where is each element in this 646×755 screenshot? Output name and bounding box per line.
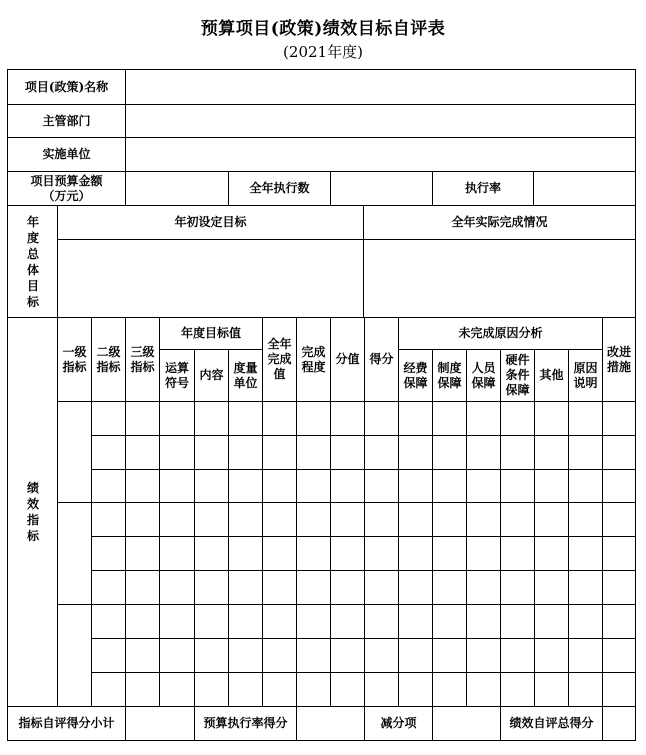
level3-indicator-header: 三级指标	[130, 344, 155, 374]
operator-header: 运算符号	[164, 360, 189, 390]
exec-rate-field[interactable]	[534, 172, 635, 205]
annual-exec-label: 全年执行数	[249, 181, 310, 195]
budget-exec-score-field[interactable]	[297, 707, 364, 740]
level1-indicator-header: 一级指标	[62, 344, 87, 374]
project-name-label: 项目(政策)名称	[24, 79, 109, 94]
score-header: 得分	[369, 352, 394, 366]
deduction-label: 减分项	[380, 716, 417, 730]
hardware-header: 硬件条件保障	[505, 353, 530, 397]
initial-target-label: 年初设定目标	[174, 215, 247, 229]
level2-indicator-header: 二级指标	[96, 344, 121, 374]
improvement-header: 改进措施	[606, 344, 631, 374]
department-field[interactable]	[126, 105, 635, 137]
funding-header: 经费保障	[403, 360, 428, 390]
budget-amount-label-line1: 项目预算金额	[30, 173, 103, 188]
exec-rate-label: 执行率	[464, 181, 501, 195]
self-score-subtotal-label: 指标自评得分小计	[18, 716, 115, 730]
project-name-field[interactable]	[126, 70, 635, 104]
form-title: 预算项目(政策)绩效目标自评表	[200, 19, 446, 39]
actual-completion-label: 全年实际完成情况	[451, 215, 548, 229]
budget-amount-label	[8, 172, 125, 205]
actual-completion-field[interactable]	[364, 240, 635, 317]
annual-exec-field[interactable]	[331, 172, 432, 205]
unit-measure-header: 度量单位	[233, 360, 258, 390]
total-score-field[interactable]	[603, 707, 635, 740]
total-score-label: 绩效自评总得分	[509, 716, 594, 730]
form-subtitle: (2021年度)	[283, 43, 363, 61]
annual-goal-label: 年度总体目标	[26, 214, 39, 309]
other-header: 其他	[539, 368, 564, 382]
annual-target-value-header: 年度目标值	[180, 326, 241, 340]
deduction-field[interactable]	[433, 707, 500, 740]
self-score-subtotal-field[interactable]	[126, 707, 194, 740]
budget-amount-label-line2: （万元）	[42, 188, 91, 203]
performance-indicator-label: 绩效指标	[26, 481, 39, 543]
system-header: 制度保障	[437, 360, 462, 390]
explanation-header: 原因说明	[573, 360, 598, 390]
content-header: 内容	[199, 368, 224, 382]
unit-label: 实施单位	[42, 147, 91, 161]
score-value-header: 分值	[335, 352, 360, 366]
completion-degree-header: 完成程度	[301, 344, 326, 374]
personnel-header: 人员保障	[471, 360, 496, 390]
reason-analysis-header: 未完成原因分析	[458, 326, 543, 340]
annual-completion-header: 全年完成值	[267, 337, 292, 381]
department-label: 主管部门	[42, 113, 91, 128]
initial-target-field[interactable]	[58, 240, 363, 317]
budget-amount-field[interactable]	[126, 172, 228, 205]
budget-exec-score-label: 预算执行率得分	[203, 716, 288, 730]
unit-field[interactable]	[126, 138, 635, 171]
